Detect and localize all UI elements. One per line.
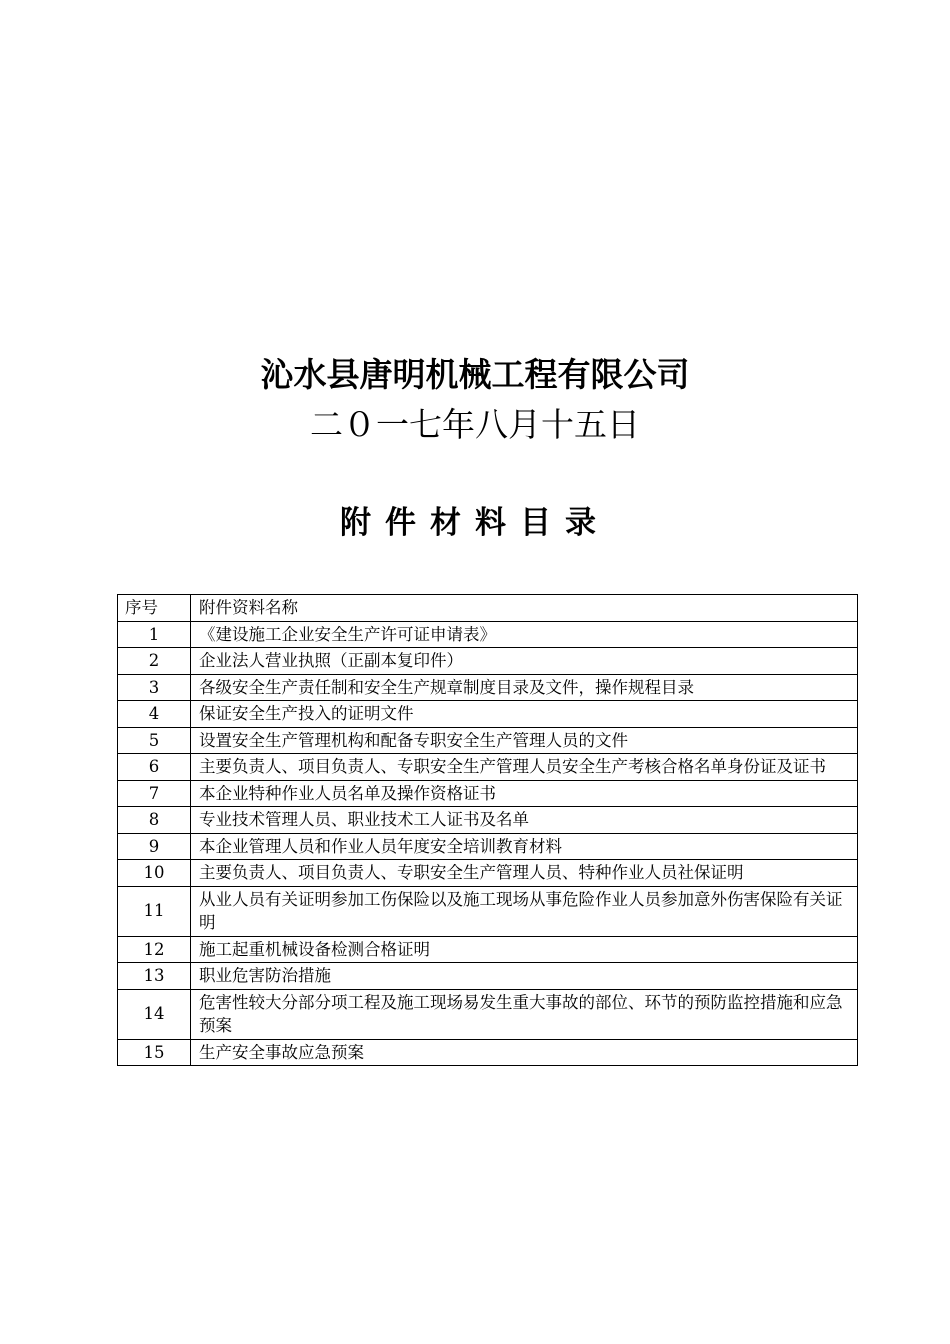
row-number: 9 [118, 833, 191, 860]
row-number: 14 [118, 989, 191, 1039]
row-name: 施工起重机械设备检测合格证明 [191, 936, 858, 963]
header-name: 附件资料名称 [191, 595, 858, 622]
row-number: 11 [118, 886, 191, 936]
table-row [118, 1039, 858, 1066]
row-name: 主要负责人、项目负责人、专职安全生产管理人员、特种作业人员社保证明 [191, 860, 858, 887]
table-row [118, 621, 858, 648]
table-row [118, 886, 858, 936]
row-name: 从业人员有关证明参加工伤保险以及施工现场从事危险作业人员参加意外伤害保险有关证明 [191, 886, 858, 936]
table-header-row [118, 595, 858, 622]
table-row [118, 727, 858, 754]
row-name: 保证安全生产投入的证明文件 [191, 701, 858, 728]
row-number: 1 [118, 621, 191, 648]
document-date: 二０一七年八月十五日 [310, 405, 640, 444]
row-number: 5 [118, 727, 191, 754]
row-name: 《建设施工企业安全生产许可证申请表》 [191, 621, 858, 648]
table-row [118, 754, 858, 781]
row-number: 13 [118, 963, 191, 990]
table-row [118, 701, 858, 728]
row-number: 6 [118, 754, 191, 781]
row-name: 企业法人营业执照（正副本复印件） [191, 648, 858, 675]
table-row [118, 833, 858, 860]
table-row [118, 648, 858, 675]
attachment-list-title: 附件材料目录 [340, 505, 610, 541]
table-row [118, 860, 858, 887]
table-row [118, 936, 858, 963]
row-number: 8 [118, 807, 191, 834]
row-name: 主要负责人、项目负责人、专职安全生产管理人员安全生产考核合格名单身份证及证书 [191, 754, 858, 781]
row-number: 10 [118, 860, 191, 887]
table-row [118, 780, 858, 807]
row-number: 15 [118, 1039, 191, 1066]
row-number: 4 [118, 701, 191, 728]
row-name: 危害性较大分部分项工程及施工现场易发生重大事故的部位、环节的预防监控措施和应急预案 [191, 989, 858, 1039]
row-name: 各级安全生产责任制和安全生产规章制度目录及文件，操作规程目录 [191, 674, 858, 701]
row-name: 本企业特种作业人员名单及操作资格证书 [191, 780, 858, 807]
row-number: 3 [118, 674, 191, 701]
row-number: 12 [118, 936, 191, 963]
company-name: 沁水县唐明机械工程有限公司 [260, 355, 690, 394]
row-name: 设置安全生产管理机构和配备专职安全生产管理人员的文件 [191, 727, 858, 754]
row-name: 生产安全事故应急预案 [191, 1039, 858, 1066]
row-name: 职业危害防治措施 [191, 963, 858, 990]
table-row [118, 963, 858, 990]
row-number: 2 [118, 648, 191, 675]
table-row [118, 674, 858, 701]
row-number: 7 [118, 780, 191, 807]
row-name: 本企业管理人员和作业人员年度安全培训教育材料 [191, 833, 858, 860]
attachment-table [117, 594, 858, 1066]
row-name: 专业技术管理人员、职业技术工人证书及名单 [191, 807, 858, 834]
table-row [118, 989, 858, 1039]
table-row [118, 807, 858, 834]
header-number: 序号 [118, 595, 191, 622]
